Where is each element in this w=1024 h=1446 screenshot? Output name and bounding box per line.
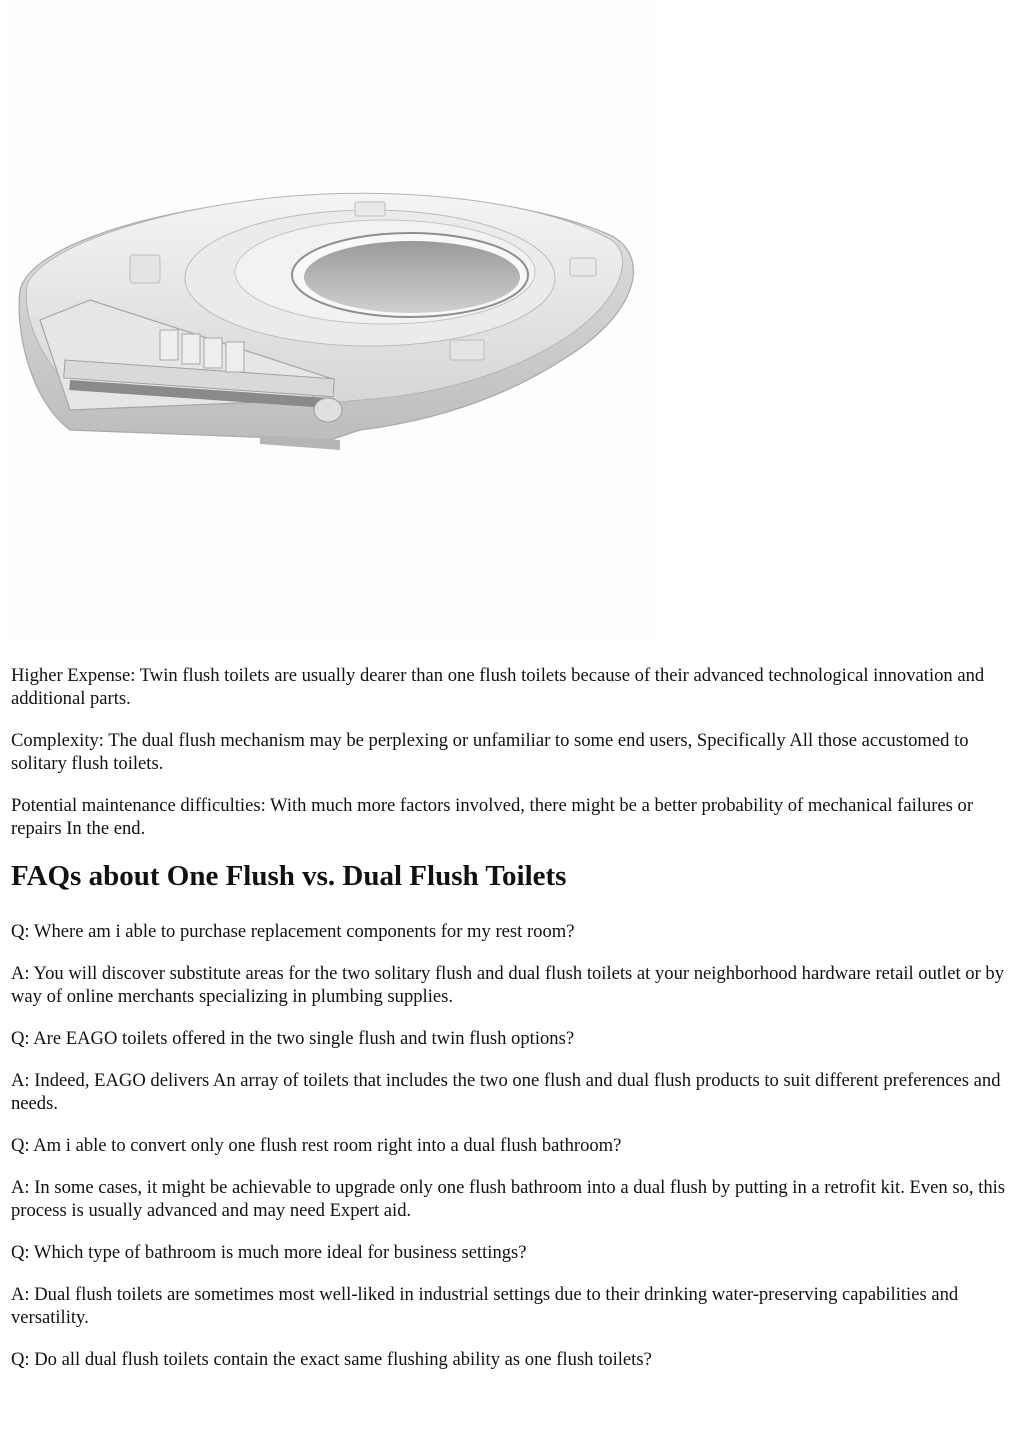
paragraph-complexity: Complexity: The dual flush mechanism may be perplexing or unfamiliar to some end users, Specifically All those accustomed to solitary flush toilets. [11, 730, 969, 774]
faq-answer: A: You will discover substitute areas for the two solitary flush and dual flush toilets at your neighborhood hardware retail outlet or by way of online merchants specializing in plumbing supplies. [11, 963, 1005, 1007]
paragraph-maintenance: Potential maintenance difficulties: With much more factors involved, there might be a better probability of mechanical failures or repairs In the end. [11, 795, 974, 839]
faq-question: Q: Am i able to convert only one flush rest room right into a dual flush bathroom? [11, 1135, 622, 1156]
article-body [11, 664, 1016, 1390]
toilet-seat-photo [10, 0, 654, 642]
faq-heading: FAQs about One Flush vs. Dual Flush Toilets [11, 860, 567, 892]
faq-question: Q: Which type of bathroom is much more ideal for business settings? [11, 1242, 527, 1263]
faq-answer: A: Dual flush toilets are sometimes most well-liked in industrial settings due to their drinking water-preserving capabilities and versatility. [11, 1284, 959, 1328]
paragraph-higher-expense: Higher Expense: Twin flush toilets are usually dearer than one flush toilets because of their advanced technological innovation and additional parts. [11, 665, 985, 709]
faq-answer: A: In some cases, it might be achievable to upgrade only one flush bathroom into a dual flush by putting in a retrofit kit. Even so, this process is usually advanced and may need Expert aid. [11, 1177, 1006, 1221]
faq-question: Q: Where am i able to purchase replacement components for my rest room? [11, 921, 575, 942]
faq-answer: A: Indeed, EAGO delivers An array of toilets that includes the two one flush and dual flush products to suit different preferences and needs. [11, 1070, 1001, 1114]
faq-question: Q: Do all dual flush toilets contain the exact same flushing ability as one flush toilets? [11, 1349, 652, 1370]
faq-question: Q: Are EAGO toilets offered in the two single flush and twin flush options? [11, 1028, 575, 1049]
